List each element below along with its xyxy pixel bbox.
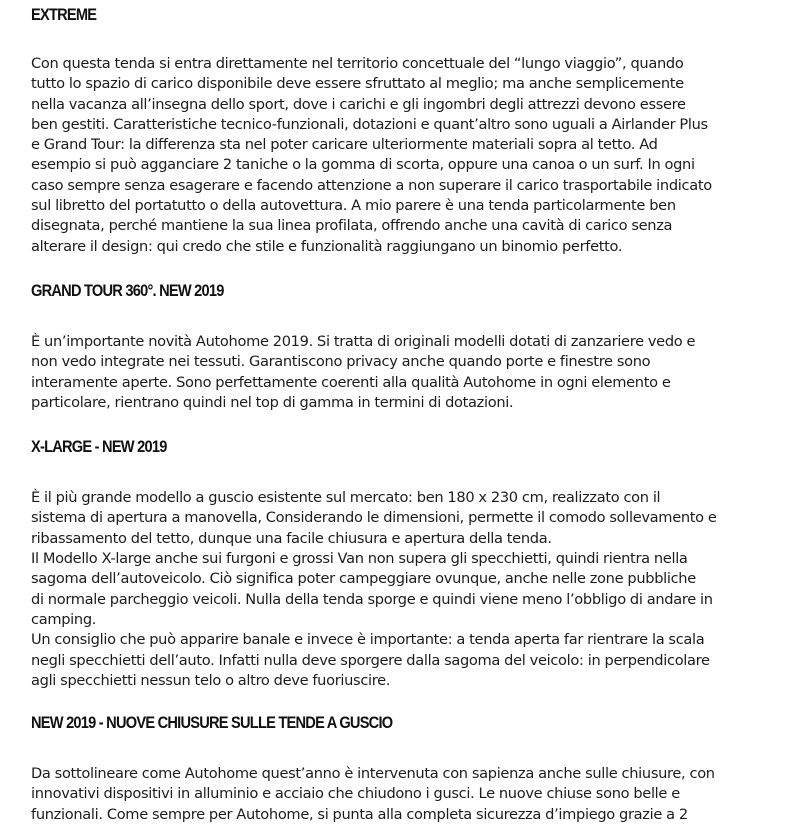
text-line: sagoma dell’autoveicolo. Ciò significa poter campeggiare ovunque, anche nelle zone pubbliche (31, 570, 696, 588)
text-line: agli specchietti nessun telo o altro deve fuoriuscire. (31, 671, 391, 689)
paragraph-nuove-chiusure (31, 764, 776, 825)
text-line: caso sempre senza esagerare e facendo attenzione a non superare il carico trasportabile indicato (31, 176, 712, 194)
text-line: non vedo integrate nei tessuti. Garantiscono privacy anche quando porte e finestre sono (31, 353, 651, 371)
text-line: nella vacanza all’insegna dello sport, dove i carichi e gli ingombri degli attrezzi devono essere (31, 95, 686, 113)
paragraph-extreme (31, 54, 776, 257)
text-line: Da sottolineare come Autohome quest’anno è intervenuta con sapienza anche sulle chiusure, con (31, 765, 715, 783)
text-line: Con questa tenda si entra direttamente nel territorio concettuale del “lungo viaggio”, quando (31, 55, 684, 72)
text-line: innovativi dispositivi in alluminio e acciaio che chiudono i gusci. Le nuove chiuse sono belle e (31, 785, 680, 803)
text-line: disegnata, perché mantiene la sua linea profilata, offrendo anche una cavità di carico senza (31, 217, 673, 235)
text-line: È il più grande modello a guscio esistente sul mercato: ben 180 x 230 cm, realizzato con il (31, 489, 661, 507)
text-line: ribassamento del tetto, dunque una facile chiusura e apertura della tenda. (31, 529, 552, 547)
paragraph-x-large (31, 488, 776, 691)
text-line: negli specchietti dell’auto. Infatti nulla deve sporgere dalla sagoma del veicolo: in perpendicolare (31, 651, 710, 669)
text-line: sistema di apertura a manovella, Considerando le dimensioni, permette il comodo sollevamento e (31, 509, 717, 527)
text-line: sul libretto del portatutto o della autovettura. A mio parere è una tenda particolarmente ben (31, 197, 676, 215)
article-body (31, 0, 776, 825)
section-title-extreme: EXTREME (31, 5, 97, 24)
text-line: Un consiglio che può apparire banale e invece è importante: a tenda aperta far rientrare la scala (31, 631, 705, 649)
text-line: particolare, rientrano quindi nel top di gamma in termini di dotazioni. (31, 393, 514, 411)
text-line: funzionali. Come sempre per Autohome, si punta alla completa sicurezza d’impiego grazie a 2 (31, 805, 688, 823)
text-line: e Grand Tour: la differenza sta nel poter caricare ulteriormente materiali sopra al tetto. Ad (31, 136, 658, 154)
text-line: alterare il design: qui credo che stile e funzionalità raggiungano un binomio perfetto. (31, 237, 623, 255)
text-line: interamente aperte. Sono perfettamente coerenti alla qualità Autohome in ogni elemento e (31, 373, 671, 391)
paragraph-grand-tour (31, 332, 776, 413)
text-line: È un’importante novità Autohome 2019. Si tratta di originali modelli dotati di zanzariere vedo e (31, 332, 696, 350)
text-line: Il Modello X-large anche sui furgoni e grossi Van non supera gli specchietti, quindi rientra nella (31, 550, 688, 568)
text-line: camping. (31, 610, 97, 628)
section-title-nuove-chiusure: NEW 2019 - NUOVE CHIUSURE SULLE TENDE A GUSCIO (31, 713, 393, 733)
text-line: tutto lo spazio di carico disponibile deve essere sfruttato al meglio; ma anche semplicemente (31, 75, 684, 93)
text-line: esempio si può agganciare 2 taniche o la gomma di scorta, oppure una canoa o un surf. In ogni (31, 156, 695, 174)
section-title-grand-tour: GRAND TOUR 360°. NEW 2019 (31, 280, 224, 300)
section-title-x-large: X-LARGE - NEW 2019 (31, 437, 167, 457)
text-line: di normale parcheggio veicoli. Nulla della tenda sporge e quindi viene meno l’obbligo di andare in (31, 590, 713, 608)
text-line: ben gestiti. Caratteristiche tecnico-funzionali, dotazioni e quant’altro sono uguali a Airlander Plus (31, 115, 708, 133)
